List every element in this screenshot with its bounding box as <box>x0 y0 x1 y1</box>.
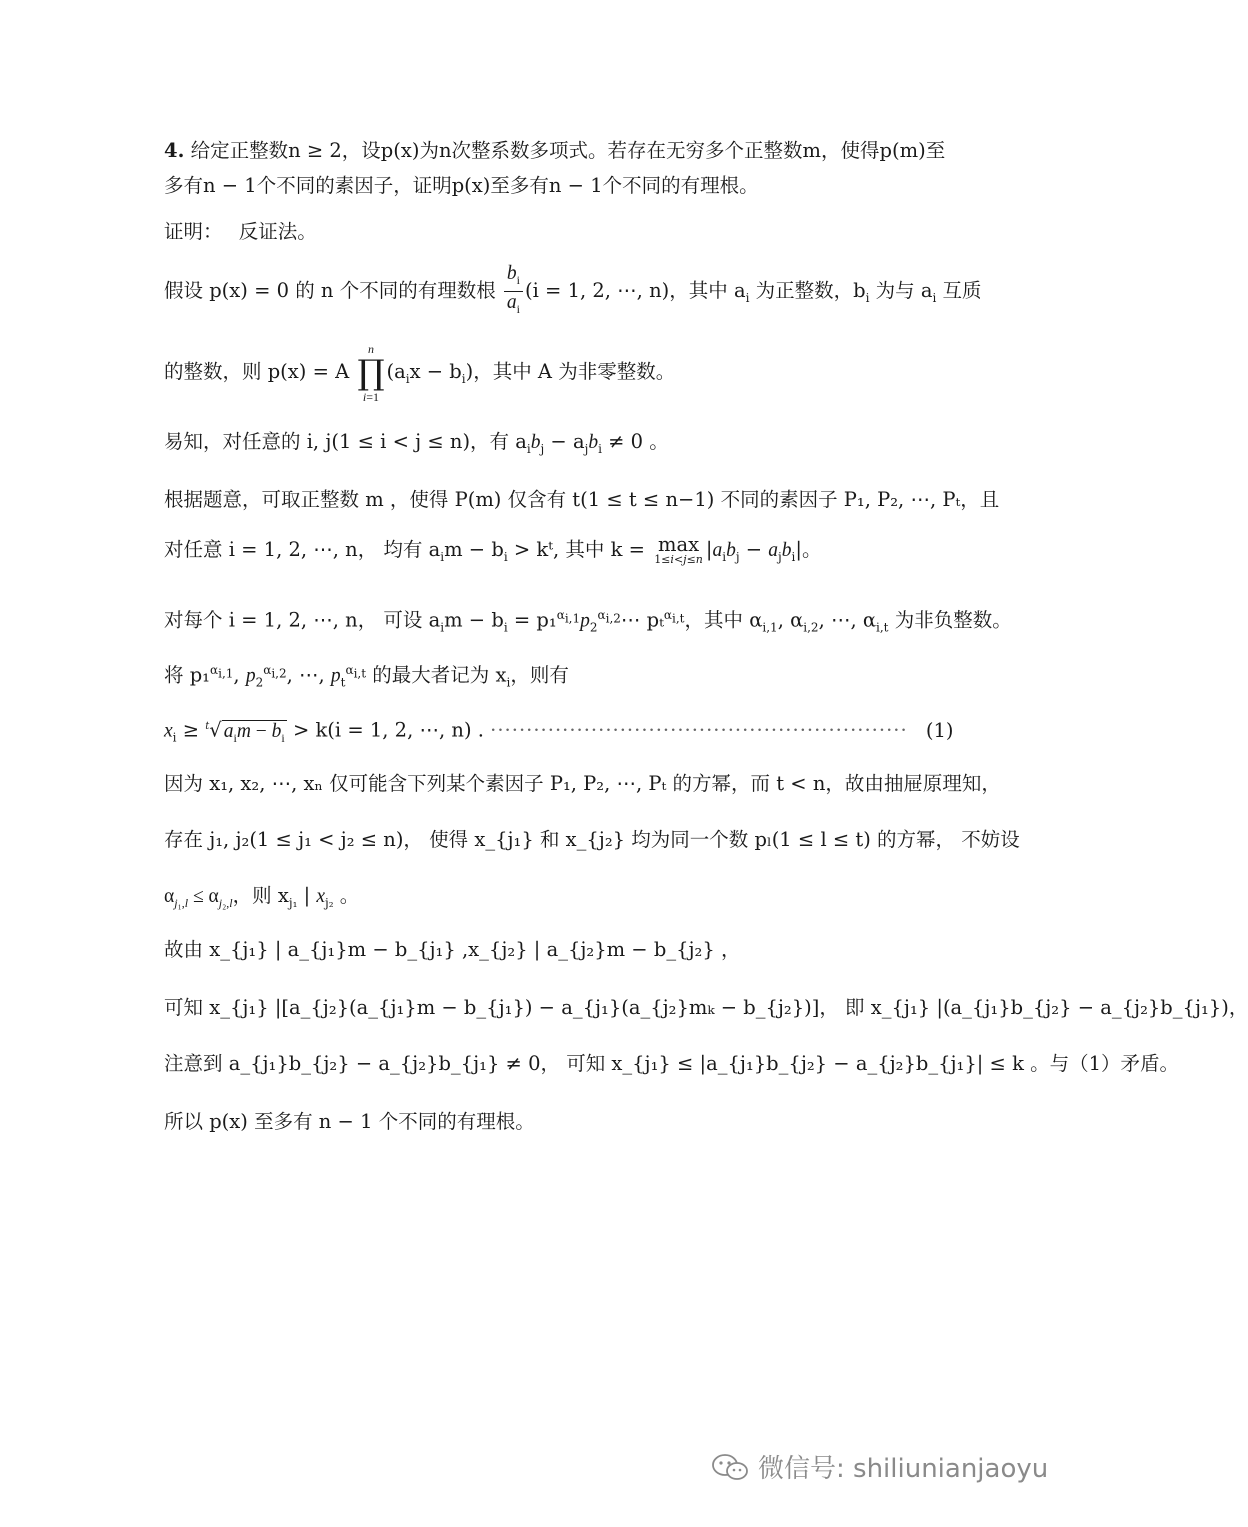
proof-method: 反证法。 <box>238 220 317 243</box>
product-operator: n ∏ i=1 <box>357 341 385 404</box>
divisibility-line: 可知 x_{j₁} |[a_{j₂}(a_{j₁}m − b_{j₁}) − a_{j₁}(a_{j₂}mₖ − b_{j₂})]， 即 x_{j₁} |(a_{j₁}b_{j₂} − a_{j₂}b_{j₁})， <box>164 996 1248 1019</box>
problem-statement-line-2 <box>164 172 924 200</box>
hence-line: 故由 x_{j₁} | a_{j₁}m − b_{j₁} ,x_{j₂} | a_{j₂}m − b_{j₂} ， <box>164 938 741 961</box>
problem-text-2: 多有n − 1个不同的素因子，证明p(x)至多有n − 1个不同的有理根。 <box>164 174 759 197</box>
problem-number: 4. <box>164 139 185 162</box>
product-line: 的整数，则 p(x) = A n ∏ i=1 $(a_ix - b_i)$，其中 A 为非零整数。 <box>164 341 676 404</box>
bound-line: 对任意 i = 1, 2, ⋯, n， 均有 $a_im - b_i$ > kᵗ, 其中 k = max 1≤i<j≤n $|a_ib_j - a_jb_i|$。 <box>164 532 822 566</box>
watermark-text: 微信号: shiliunianjaoyu <box>758 1454 1049 1484</box>
proof-header <box>164 218 924 246</box>
choose-m-line: 根据题意，可取正整数 m ，使得 P(m) 仅含有 t(1 ≤ t ≤ n−1) 不同的素因子 P₁, P₂, ⋯, Pₜ，且 <box>164 488 1000 511</box>
wechat-watermark <box>710 1448 1048 1485</box>
nonzero-line: 注意到 a_{j₁}b_{j₂} − a_{j₂}b_{j₁} ≠ 0， 可知 x_{j₁} ≤ |a_{j₁}b_{j₂} − a_{j₂}b_{j₁}| ≤ k 。与（1）矛盾。 <box>164 1052 1180 1075</box>
problem-text-1: 给定正整数n ≥ 2，设p(x)为n次整系数多项式。若存在无穷多个正整数m，使得p(m)至 <box>190 139 946 162</box>
problem-statement-line-1 <box>164 137 946 165</box>
root-fraction: $\frac{b_i}{a_i}$ <box>504 263 523 320</box>
conclusion-line: 所以 p(x) 至多有 n − 1 个不同的有理根。 <box>164 1110 535 1133</box>
max-operator: max 1≤i<j≤n <box>654 532 703 566</box>
inequality-line: $x_i \ge ^t√$ $a_im - b_i > k(i = 1$, 2, ⋯, n) . ·························································· (1) <box>164 718 954 745</box>
proof-label: 证明： <box>164 220 223 243</box>
factorization-line: 对每个 i = 1, 2, ⋯, n， 可设 $a_im - b_i$ = $p_1^{\alpha_{i,1}}p_2^{\alpha_{i,2}}\cdots$ pₜ$^{\alpha_{i,t}}$，其中 $\alpha_{i,1}$, $\alpha_{i,2}$, ⋯, $\alpha_{i,t}$ 为非负整数。 <box>164 608 1012 635</box>
max-definition-line: 将 p₁$^{\alpha_{i,1}}$, $p_2^{\alpha_{i,2}}$, ⋯, $p_t^{\alpha_{i,t}}$ 的最大者记为 $x_i$，则有 <box>164 663 569 690</box>
easy-fact-line: 易知，对任意的 i, j(1 ≤ i < j ≤ n)，有 $a_ib_j - a_jb_i \ne 0$ 。 <box>164 430 669 456</box>
existence-line: 存在 j₁, j₂(1 ≤ j₁ < j₂ ≤ n)， 使得 x_{j₁} 和 x_{j₂} 均为同一个数 pₗ(1 ≤ l ≤ t) 的方幂， 不妨设 <box>164 828 1020 851</box>
equation-tag: (1) <box>925 718 954 742</box>
assumption-line: 假设 p(x) = 0 的 n 个不同的有理数根 $\frac{b_i}{a_i}$ (i = 1, 2, ⋯, n)，其中 $a_i$ 为正整数，$b_i$ 为与 $a_i$ 互质 <box>164 260 924 322</box>
dot-leader: ·························································· <box>490 718 908 742</box>
pigeonhole-line: 因为 x₁, x₂, ⋯, xₙ 仅可能含下列某个素因子 P₁, P₂, ⋯, Pₜ 的方幂，而 t < n，故由抽屉原理知， <box>164 772 1001 795</box>
wlog-line: $\alpha_{j_1,l} \le \alpha_{j_2,l}$，则 $x_{j_1}$ | $x_{j_2}$ 。 <box>164 884 360 910</box>
wechat-icon <box>710 1452 750 1482</box>
